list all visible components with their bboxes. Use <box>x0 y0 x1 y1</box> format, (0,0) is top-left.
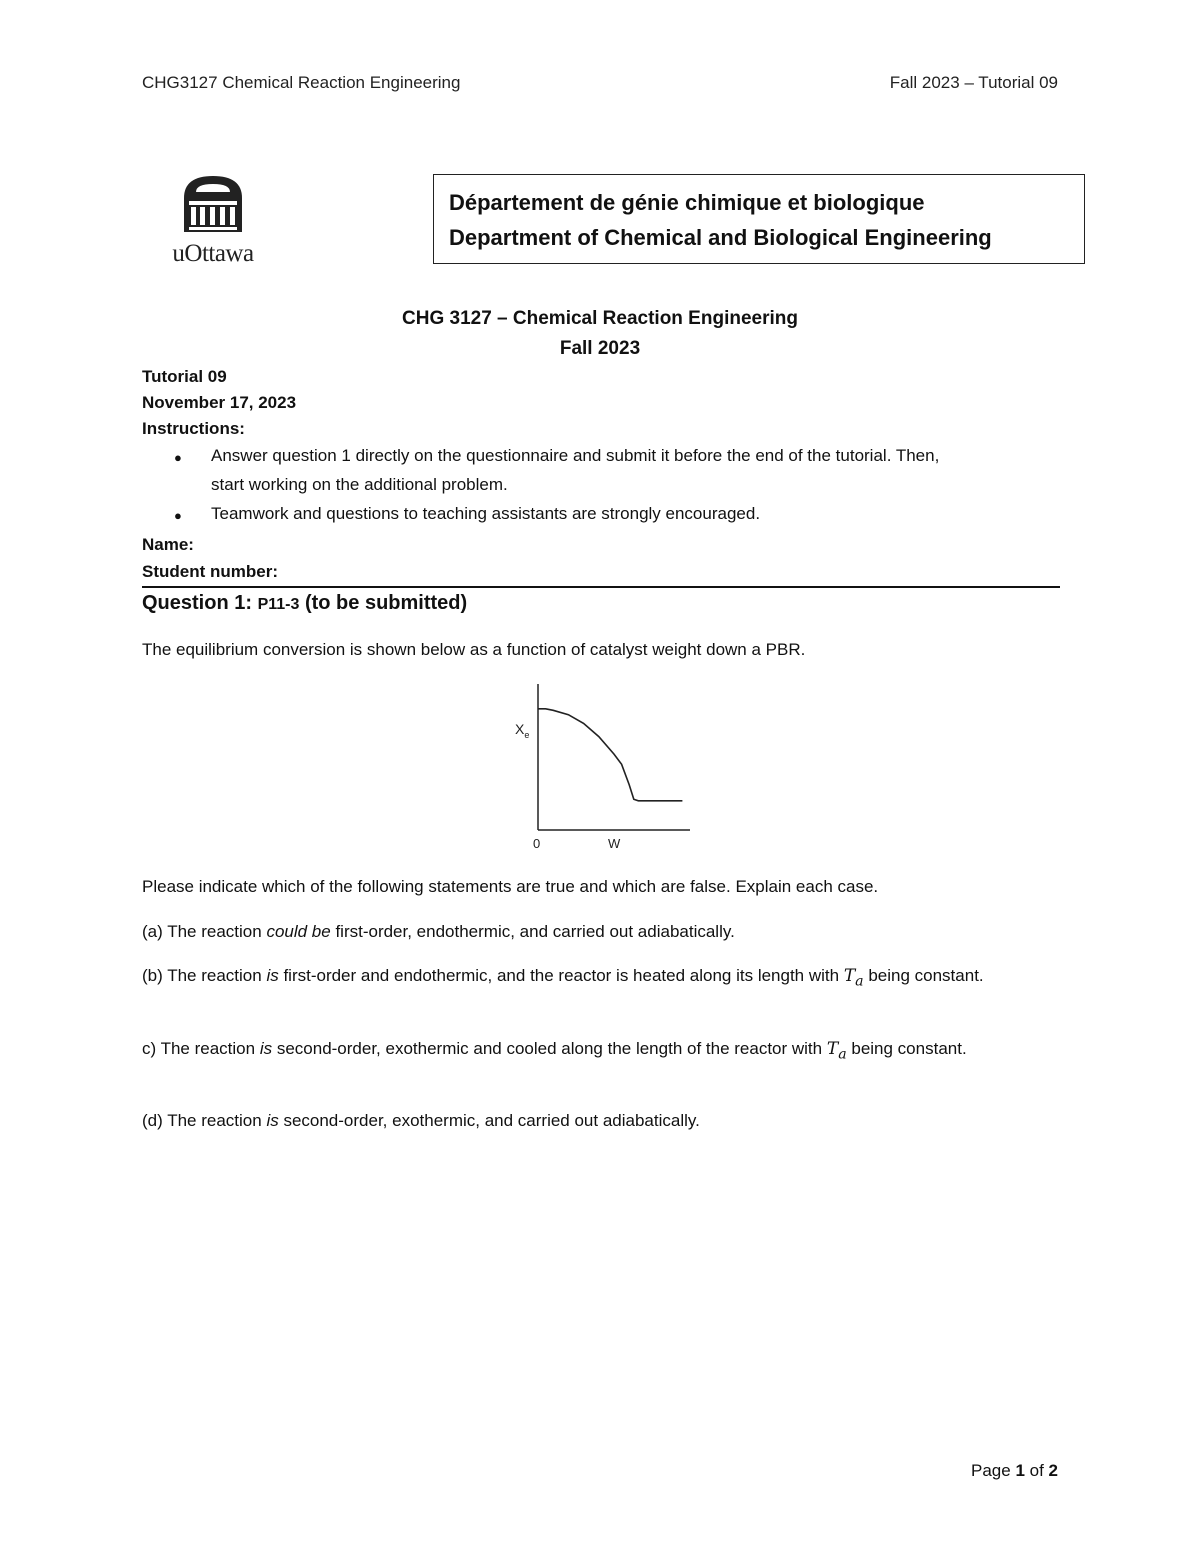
bullet-icon: ● <box>174 508 182 523</box>
statement-a <box>142 918 1060 946</box>
statement-c <box>142 1035 1060 1068</box>
statement-text: The reaction <box>167 922 267 941</box>
statement-emphasis: is <box>266 1111 279 1130</box>
header-term: Fall 2023 – Tutorial 09 <box>889 73 1058 92</box>
x-axis-label: W <box>608 836 621 851</box>
statement-b <box>142 962 1060 995</box>
tutorial-date: November 17, 2023 <box>142 393 297 412</box>
statement-text: The reaction <box>167 1111 267 1130</box>
statement-emphasis: is <box>259 1039 273 1058</box>
department-english: Department of Chemical and Biological Engineering <box>449 225 992 250</box>
statement-d <box>142 1107 1060 1135</box>
statement-text: first-order and endothermic, and the reactor is heated along its length with <box>278 966 844 985</box>
header-course: CHG3127 Chemical Reaction Engineering <box>142 73 461 92</box>
equilibrium-conversion-chart <box>505 678 725 853</box>
instruction-item: Teamwork and questions to teaching assistants are strongly encouraged. <box>211 504 761 523</box>
instructions-label: Instructions: <box>142 419 245 438</box>
y-axis-label: $X_e$ <box>515 721 530 740</box>
section-divider <box>142 586 1060 588</box>
question-1-heading <box>142 592 467 615</box>
statement-tag: (a) <box>142 922 163 941</box>
statement-emphasis: could be <box>266 922 331 941</box>
x-tick-label: 0 <box>533 836 541 851</box>
equilibrium-conversion-curve <box>538 709 682 801</box>
logo-wordmark: uOttawa <box>172 240 254 267</box>
submission-note: (to be submitted) <box>304 592 468 614</box>
department-french: Département de génie chimique et biologique <box>449 190 925 215</box>
student-number-label: Student number: <box>142 562 278 581</box>
name-label: Name: <box>142 535 194 554</box>
course-term: Fall 2023 <box>559 338 641 359</box>
course-title: CHG 3127 – Chemical Reaction Engineering <box>402 308 798 329</box>
instruction-item-continued: start working on the additional problem. <box>211 475 508 494</box>
ambient-temperature-symbol: $T_a$ <box>843 966 864 990</box>
statement-tag: (d) <box>142 1111 163 1130</box>
statement-text: being constant. <box>846 1039 967 1058</box>
question-intro: The equilibrium conversion is shown below as a function of catalyst weight down a PBR. <box>142 640 806 659</box>
question-label: Question 1: <box>142 592 253 614</box>
page-number: Page 1 of 2 <box>971 1461 1058 1480</box>
uottawa-logo <box>158 174 268 266</box>
statement-emphasis: is <box>266 966 279 985</box>
tutorial-number: Tutorial 09 <box>142 367 227 386</box>
university-building-icon <box>158 174 268 240</box>
statement-text: being constant. <box>863 966 984 985</box>
statement-text: second-order, exothermic, and carried out adiabatically. <box>278 1111 700 1130</box>
statement-text: The reaction <box>167 966 267 985</box>
question-prompt: Please indicate which of the following statements are true and which are false. Explain each case. <box>142 877 879 896</box>
ambient-temperature-symbol: $T_a$ <box>826 1039 847 1063</box>
statement-tag: (b) <box>142 966 163 985</box>
problem-reference: P11-3 <box>257 596 300 613</box>
statement-text: second-order, exothermic and cooled along the length of the reactor with <box>272 1039 827 1058</box>
statement-tag: c) <box>142 1039 157 1058</box>
statement-text: first-order, endothermic, and carried out adiabatically. <box>330 922 735 941</box>
bullet-icon: ● <box>174 450 182 465</box>
statement-text: The reaction <box>160 1039 260 1058</box>
instruction-item: Answer question 1 directly on the questionnaire and submit it before the end of the tutorial. Then, <box>211 446 940 465</box>
department-box <box>433 174 1085 264</box>
